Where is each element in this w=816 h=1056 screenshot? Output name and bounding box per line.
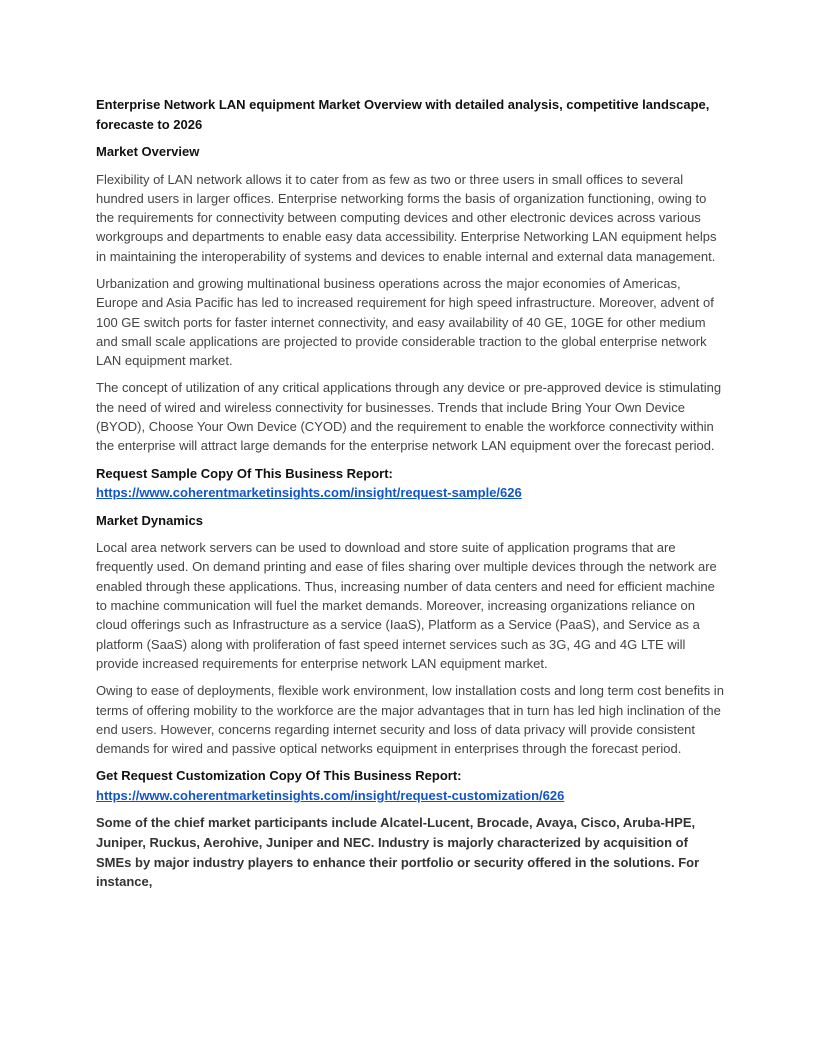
request-sample-label: Request Sample Copy Of This Business Report: <box>96 465 393 481</box>
dynamics-paragraph-1: Local area network servers can be used to download and store suite of application programs that are frequently used. On demand printing and ease of files sharing over multiple devices through the network are enabled through these applications. Thus, increasing number of data centers and need for efficient machine to machine communication will fuel the market demands. Moreover, increasing organizations reliance on cloud offerings such as Infrastructure as a service (IaaS), Platform as a Service (PaaS), and Service as a platform (SaaS) along with proliferation of fast speed internet services such as 3G, 4G and 4G LTE will provide increased requirements for enterprise network LAN equipment market. <box>96 540 717 671</box>
document-body <box>96 95 724 892</box>
market-participants-paragraph: Some of the chief market participants include Alcatel-Lucent, Brocade, Avaya, Cisco, Aruba-HPE, Juniper, Ruckus, Aerohive, Juniper and NEC. Industry is majorly characterized by acquisition of SMEs by major industry players to enhance their portfolio or security offered in the solutions. For instance, <box>96 815 700 890</box>
request-customization-label: Get Request Customization Copy Of This Business Report: <box>96 768 462 784</box>
overview-paragraph-3: The concept of utilization of any critical applications through any device or pre-approved device is stimulating the need of wired and wireless connectivity for businesses. Trends that include Bring Your Own Device (BYOD), Choose Your Own Device (CYOD) and the requirement to enable the workforce connectivity within the enterprise will attract large demands for the enterprise network LAN equipment over the forecast period. <box>96 380 722 454</box>
request-customization-link[interactable]: https://www.coherentmarketinsights.com/insight/request-customization/626 <box>96 787 565 803</box>
request-customization-block <box>96 766 724 805</box>
dynamics-paragraph-2: Owing to ease of deployments, flexible work environment, low installation costs and long term cost benefits in terms of offering mobility to the workforce are the major advantages that in turn has led high inclination of the end users. However, concerns regarding internet security and loss of data privacy will provide consistent demands for wired and passive optical networks equipment in enterprises through the forecast period. <box>96 683 724 757</box>
overview-paragraph-2: Urbanization and growing multinational business operations across the major economies of Americas, Europe and Asia Pacific has led to increased requirement for high speed infrastructure. Moreover, advent of 100 GE switch ports for faster internet connectivity, and easy availability of 40 GE, 10GE for other medium and small scale applications are projected to provide considerable traction to the global enterprise network LAN equipment market. <box>96 275 714 369</box>
request-sample-block <box>96 464 724 503</box>
request-sample-link[interactable]: https://www.coherentmarketinsights.com/insight/request-sample/626 <box>96 485 522 501</box>
overview-paragraph-1: Flexibility of LAN network allows it to cater from as few as two or three users in small offices to several hundred users in larger offices. Enterprise networking forms the basis of organization functioning, owing to the requirements for connectivity between computing devices and other electronic devices across various workgroups and departments to enable easy data accessibility. Enterprise Networking LAN equipment helps in maintaining the interoperability of systems and devices to enable internal and external data management. <box>96 171 717 264</box>
market-dynamics-heading: Market Dynamics <box>96 512 203 528</box>
market-overview-heading: Market Overview <box>96 144 200 159</box>
document-title: Enterprise Network LAN equipment Market Overview with detailed analysis, competitive landscape, forecaste to 2026 <box>96 97 710 132</box>
